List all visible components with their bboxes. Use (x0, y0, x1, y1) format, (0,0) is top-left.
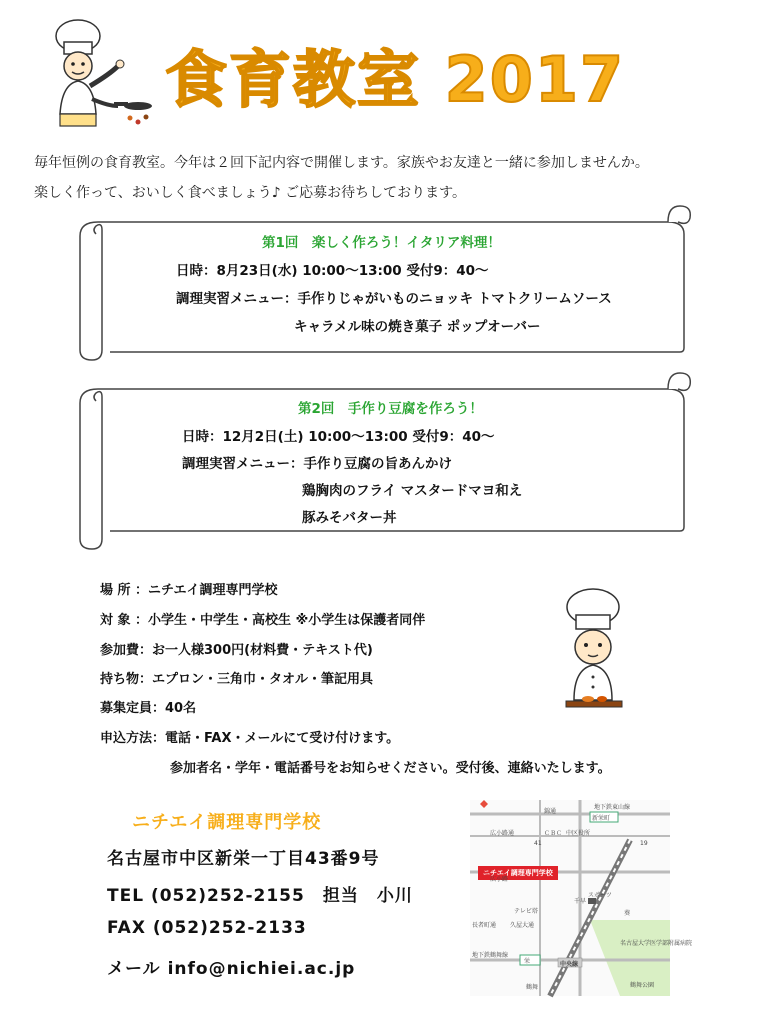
event-2-menu-extra-1: 鶏胸肉のフライ マスタードマヨ和え (302, 483, 523, 499)
map-label-shinsakae: 新栄町 (592, 815, 611, 822)
map-label-subway: 地下鉄東山線 (594, 804, 631, 811)
event-1-scroll-frame (70, 200, 695, 365)
map-label-10: 中央線 (560, 961, 579, 968)
map-label-4: 中区役所 (566, 830, 591, 837)
event-1-datetime: 日時：8月23日(水) 10:00～13:00 受付9：40～ (176, 263, 489, 279)
event-2-datetime: 日時：12月2日(土) 10:00～13:00 受付9：40～ (182, 429, 495, 445)
map-label-7: 久屋大通 (510, 922, 535, 929)
map-label-5: スポーツ (588, 892, 612, 899)
info-place: 場 所 ：ニチエイ調理専門学校 (100, 583, 278, 598)
page-title: 食育教室 2017 (165, 43, 626, 116)
info-target: 対 象 ：小学生・中学生・高校生 ※小学生は保護者同伴 (100, 613, 426, 628)
map-label-15: 鶴舞 (526, 984, 539, 991)
map-label-14: 地下鉄鶴舞線 (472, 952, 509, 959)
map-label-route19: 19 (640, 840, 648, 847)
access-map (470, 800, 693, 996)
chef-cooking-illustration (548, 585, 638, 715)
map-label-route41: 41 (534, 840, 542, 847)
info-fee: 参加費：お一人様300円(材料費・テキスト代) (100, 643, 373, 658)
map-label-12: 葵 (624, 910, 631, 917)
school-mail: メール info@nichiei.ac.jp (107, 959, 356, 979)
intro-line-2: 楽しく作って、おいしく食べましょう♪ ご応募お待ちしております。 (34, 185, 466, 201)
map-label-3: ＣＢＣ (544, 830, 563, 837)
school-fax: FAX (052)252-2133 (107, 918, 307, 938)
info-items: 持ち物：エプロン・三角巾・タオル・筆記用具 (100, 672, 374, 687)
map-school-label: ニチエイ調理専門学校 (478, 866, 558, 880)
map-label-13: 長者町通 (472, 922, 497, 929)
map-label-6: テレビ塔 (514, 908, 538, 915)
event-1-menu: 調理実習メニュー：手作りじゃがいものニョッキ トマトクリームソース (176, 291, 612, 307)
map-label-sakae: 栄 (524, 958, 531, 965)
map-label-0: 錦通 (544, 808, 557, 815)
event-1-title: 第1回 楽しく作ろう！イタリア料理！ (262, 235, 501, 251)
event-2-menu: 調理実習メニュー：手作り豆腐の旨あんかけ (182, 456, 452, 472)
school-address: 名古屋市中区新栄一丁目43番9号 (107, 849, 380, 869)
info-apply: 申込方法：電話・FAX・メールにて受け付けます。 (100, 731, 400, 746)
map-label-9: 鶴舞公園 (630, 982, 655, 989)
event-1-menu-extra: キャラメル味の焼き菓子 ポップオーバー (294, 319, 541, 335)
chef-with-pan-illustration (50, 14, 155, 129)
event-2-title: 第2回 手作り豆腐を作ろう！ (298, 401, 483, 417)
school-name: ニチエイ調理専門学校 (132, 812, 322, 833)
map-label-2: 広小路 (490, 876, 509, 883)
map-label-8: 名古屋大学医学部附属病院 (620, 940, 693, 947)
school-tel: TEL (052)252-2155 担当 小川 (107, 886, 413, 906)
map-label-11: 千早 (574, 898, 587, 905)
intro-line-1: 毎年恒例の食育教室。今年は２回下記内容で開催します。家族やお友達と一緒に参加しませんか。 (34, 155, 649, 171)
info-note: 参加者名・学年・電話番号をお知らせください。受付後、連絡いたします。 (170, 761, 611, 776)
event-2-menu-extra-2: 豚みそバター丼 (302, 510, 397, 526)
info-capacity: 募集定員：40名 (100, 701, 197, 716)
map-label-1: 広小路通 (490, 830, 515, 837)
